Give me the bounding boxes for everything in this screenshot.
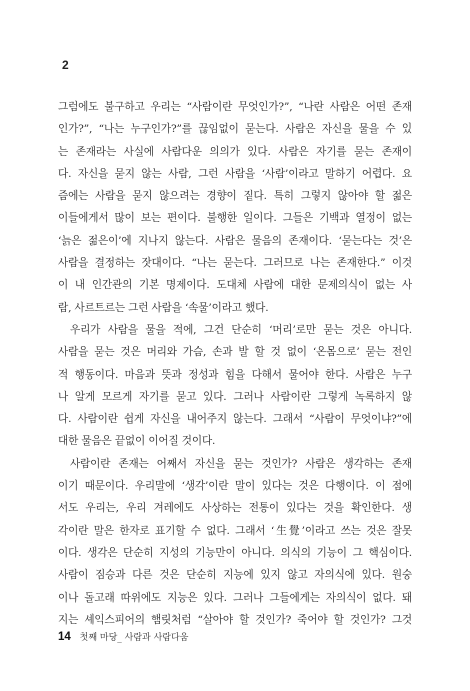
text-line: 람, 사르트르는 그런 사람을 ‘속물’이라고 했다.: [58, 301, 269, 314]
text-line: 다. 사람이란 쉽게 자신을 내어주지 않는다. 그래서 “사람이 무엇이냐?”에: [58, 413, 412, 426]
text-line: 이나 돌고래 따위에도 지능은 있다. 그러나 그들에게는 자의식이 없다. 돼: [58, 591, 412, 604]
text-line: 는 존재라는 사실에 사람다운 의의가 있다. 사람은 자기를 묻는 존재이: [58, 145, 412, 158]
text-line: 사람을 결정하는 잣대이다. “나는 묻는다. 그러므로 나는 존재한다.” 이것: [58, 257, 412, 270]
text-line: 즘에는 사람을 묻지 않으려는 경향이 짙다. 특히 그렇지 않아야 할 젊은: [58, 190, 412, 203]
text-line: 이다. 생각은 단순히 지성의 기능만이 아니다. 의식의 기능이 그 핵심이다.: [58, 546, 412, 559]
text-line: 이 내 인간관의 기본 명제이다. 도대체 사람에 대한 문제의식이 없는 사: [58, 279, 412, 292]
text-line: 사람이란 존재는 어째서 자신을 묻는 것인가? 사람은 생각하는 존재: [70, 457, 412, 470]
chapter-number: 2: [62, 58, 69, 72]
text-line: ‘늙은 젊은이’에 지나지 않는다. 사람은 물음의 존재이다. ‘묻는다는 것’은: [58, 234, 412, 247]
text-line: 지는 셰익스피어의 햄릿처럼 “살아야 할 것인가? 죽어야 할 것인가? 그것: [58, 613, 412, 626]
text-line: 사람이 짐승과 다른 것은 단순히 지능에 있지 않고 자의식에 있다. 원숭: [58, 569, 412, 582]
text-line: 나 알게 모르게 자기를 묻고 있다. 그러나 사람이란 그렇게 녹록하지 않: [58, 390, 412, 403]
paragraph: [58, 96, 412, 319]
text-line: 사람을 묻는 것은 머리와 가슴, 손과 발 할 것 없이 ‘온몸으로’ 묻는 전인: [58, 346, 412, 359]
text-line: 대한 물음은 끝없이 이어질 것이다.: [58, 435, 216, 448]
text-line: 이들에게서 많이 보는 편이다. 불행한 일이다. 그들은 기백과 열정이 없는: [58, 212, 412, 225]
text-line: 그럼에도 불구하고 우리는 “사람이란 무엇인가?”, “나란 사람은 어떤 존재: [58, 101, 412, 113]
text-line: 우리가 사람을 물을 적에, 그건 단순히 ‘머리’로만 묻는 것은 아니다.: [70, 323, 412, 336]
text-line: 인가?”, “나는 누구인가?”를 끊임없이 묻는다. 사람은 자신을 물을 수 있: [58, 123, 412, 136]
text-line: 적 행동이다. 마음과 뜻과 정성과 힘을 다해서 물어야 한다. 사람은 누구: [58, 368, 412, 381]
body-text: [58, 96, 412, 631]
text-line: 각이란 말은 한자로 표기할 수 없다. 그래서 ‘生覺’이라고 쓰는 것은 잘못: [58, 524, 412, 537]
text-line: 이기 때문이다. 우리말에 ‘생각’이란 말이 있다는 것은 다행이다. 이 점에: [58, 480, 412, 493]
paragraph: [58, 319, 412, 453]
paragraph: [58, 453, 412, 631]
page-footer: [58, 630, 188, 643]
text-line: 서도 우리는, 우리 겨레에도 사상하는 전통이 있다는 것을 확인한다. 생: [58, 502, 412, 515]
page-number: 14: [58, 631, 71, 643]
running-title: 첫째 마당_ 사람과 사람다움: [79, 633, 189, 643]
text-line: 다. 자신을 묻지 않는 사람, 그런 사람을 ‘사람’이라고 말하기 어렵다. 요: [58, 167, 412, 180]
